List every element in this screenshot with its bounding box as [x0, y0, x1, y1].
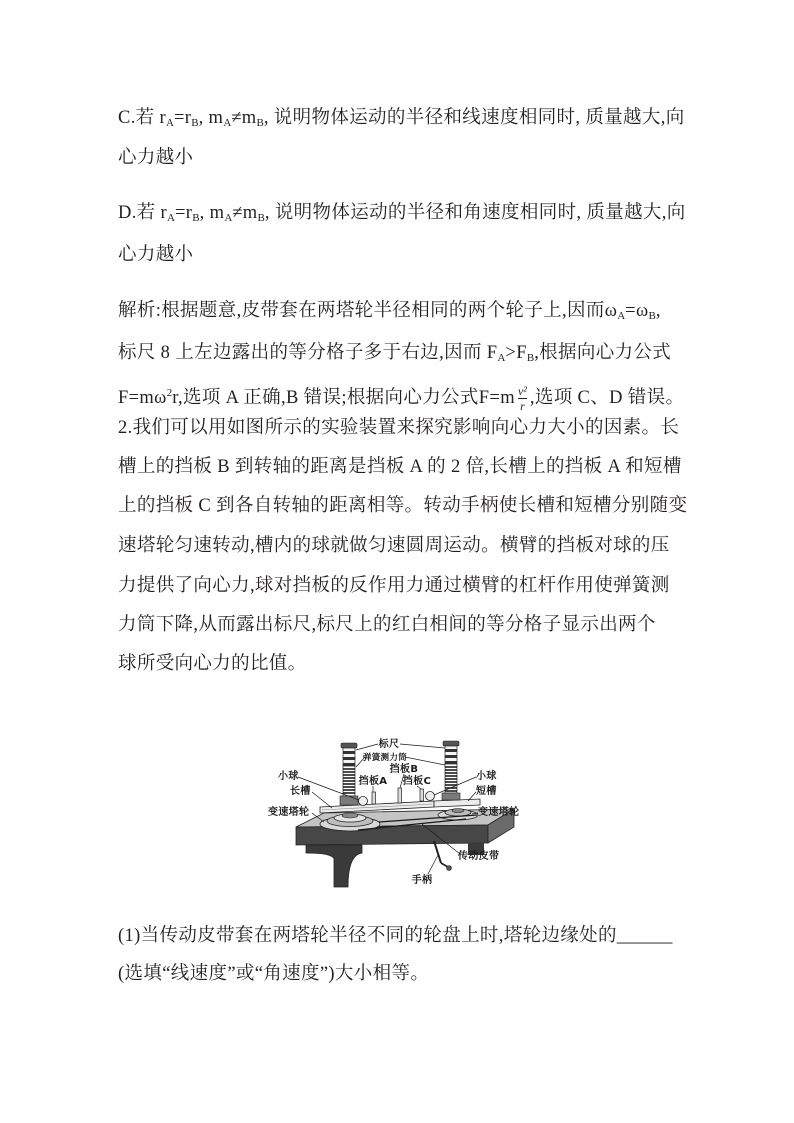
label-handle: 手柄 — [411, 875, 433, 886]
text-line — [118, 416, 679, 440]
text-line — [118, 146, 193, 170]
subscript: B — [526, 352, 535, 364]
text-line — [118, 613, 656, 637]
text-line — [118, 534, 670, 558]
spring-coils — [343, 769, 355, 793]
text-run: D.若 r — [118, 203, 168, 223]
text-line — [118, 494, 687, 518]
text-run: ,选项 C、D 错误。 — [529, 388, 685, 408]
pulley-hub — [452, 809, 464, 813]
text-run: 力筒下降,从而露出标尺,标尺上的红白相间的等分格子显示出两个 — [118, 615, 656, 635]
superscript: 2 — [166, 387, 173, 399]
cylinder-cap — [443, 741, 459, 746]
subscript: B — [648, 310, 656, 322]
label-ball-left: 小球 — [278, 771, 299, 782]
fraction-denominator: r — [520, 399, 525, 414]
text-line — [118, 381, 685, 414]
text-run: =r — [173, 108, 192, 128]
subscript: A — [224, 212, 233, 224]
scale-stripes — [343, 751, 355, 766]
handle-shaft — [434, 841, 441, 863]
leader-line-scale-right — [400, 744, 445, 748]
text-run: , m — [199, 203, 225, 223]
scale-stripes — [445, 749, 457, 764]
subscript: B — [192, 212, 200, 224]
leader-line-scale-left — [356, 744, 378, 750]
subscript: A — [223, 117, 232, 129]
label-baffle-c: 挡板C — [402, 776, 432, 787]
text-line — [118, 574, 670, 598]
label-scale: 标尺 — [378, 739, 400, 750]
text-run: 力提供了向心力,球对挡板的反作用力通过横臂的杠杆作用使弹簧测 — [118, 576, 670, 596]
text-run: 球所受向心力的比值。 — [118, 654, 307, 674]
label-belt: 传动皮带 — [458, 851, 500, 862]
text-run: =r — [174, 203, 193, 223]
text-line — [118, 652, 307, 676]
baffle-a — [372, 792, 376, 804]
handle-knob — [447, 866, 452, 871]
text-run: 槽上的挡板 B 到转轴的距离是挡板 A 的 2 倍,长槽上的挡板 A 和短槽 — [118, 457, 682, 477]
cylinder-cap — [341, 743, 357, 748]
text-run: , 说明物体运动的半径和角速度相同时, 质量越大,向 — [264, 203, 686, 223]
text-line — [118, 341, 671, 365]
text-run: 标尺 8 上左边露出的等分格子多于右边,因而 F — [118, 343, 498, 363]
cylinder-collar — [442, 793, 460, 800]
text-line — [118, 924, 672, 948]
text-run: 心力越小 — [118, 148, 194, 168]
baffle-c — [420, 789, 424, 801]
left-spring-cylinder — [340, 743, 358, 805]
base-left-leg — [306, 845, 362, 887]
text-run: ,根据向心力公式 — [534, 343, 672, 363]
subscript: A — [166, 117, 174, 129]
text-run: 解析:根据题意,皮带套在两塔轮半径相同的两个轮子上,因而ω — [118, 301, 618, 321]
label-short-slot: 短槽 — [476, 786, 497, 797]
text-line — [118, 455, 682, 479]
label-long-slot: 长槽 — [290, 786, 311, 797]
apparatus-figure — [262, 727, 532, 892]
text-run: >F — [505, 343, 527, 363]
leader-line-long-slot — [312, 792, 332, 808]
text-line — [118, 243, 193, 267]
baffle-b — [398, 788, 402, 803]
ball-left — [359, 797, 368, 806]
fraction — [516, 385, 529, 412]
text-run: r,选项 A 正确,B 错误;根据向心力公式F=m — [172, 388, 515, 408]
answer-blank: ______ — [616, 926, 673, 946]
cylinder-collar — [340, 796, 358, 805]
text-run: (选填“线速度”或“角速度”)大小相等。 — [118, 964, 430, 984]
pulley-hub — [342, 813, 358, 818]
text-run: , — [655, 301, 661, 321]
label-spring-cylinder: 弹簧测力筒 — [362, 753, 408, 763]
text-run: , m — [198, 108, 224, 128]
right-spring-cylinder — [442, 741, 460, 800]
text-run: 2.我们可以用如图所示的实验装置来探究影响向心力大小的因素。长 — [118, 418, 680, 438]
text-line — [118, 962, 429, 986]
text-line — [118, 201, 686, 225]
subscript: B — [191, 117, 199, 129]
subscript: A — [617, 310, 626, 322]
subscript: B — [256, 117, 264, 129]
text-run: 速塔轮匀速转动,槽内的球就做匀速圆周运动。横臂的挡板对球的压 — [118, 536, 670, 556]
text-run: F=mω — [118, 388, 167, 408]
text-run: , 说明物体运动的半径和线速度相同时, 质量越大,向 — [263, 108, 685, 128]
subscript: B — [257, 212, 265, 224]
leader-line-handle — [428, 855, 438, 874]
text-run: (1)当传动皮带套在两塔轮半径不同的轮盘上时,塔轮边缘处的 — [118, 926, 617, 946]
text-run: 心力越小 — [118, 245, 194, 265]
ball-right — [426, 792, 435, 801]
text-run: C.若 r — [118, 108, 167, 128]
label-pulley-left: 变速塔轮 — [268, 807, 310, 818]
subscript: A — [497, 352, 506, 364]
text-line — [118, 106, 685, 130]
text-run: ≠m — [231, 108, 257, 128]
label-baffle-a: 挡板A — [358, 776, 388, 787]
text-run: 上的挡板 C 到各自转轴的距离相等。转动手柄使长槽和短槽分别随变 — [118, 496, 688, 516]
label-ball-right: 小球 — [476, 771, 497, 782]
label-baffle-b: 挡板B — [389, 764, 419, 775]
text-line — [118, 299, 661, 323]
subscript: A — [167, 212, 175, 224]
fraction-numerator: v² — [517, 384, 527, 399]
text-run: =ω — [625, 301, 649, 321]
text-run: ≠m — [232, 203, 258, 223]
label-pulley-right: 变速塔轮 — [478, 807, 520, 818]
